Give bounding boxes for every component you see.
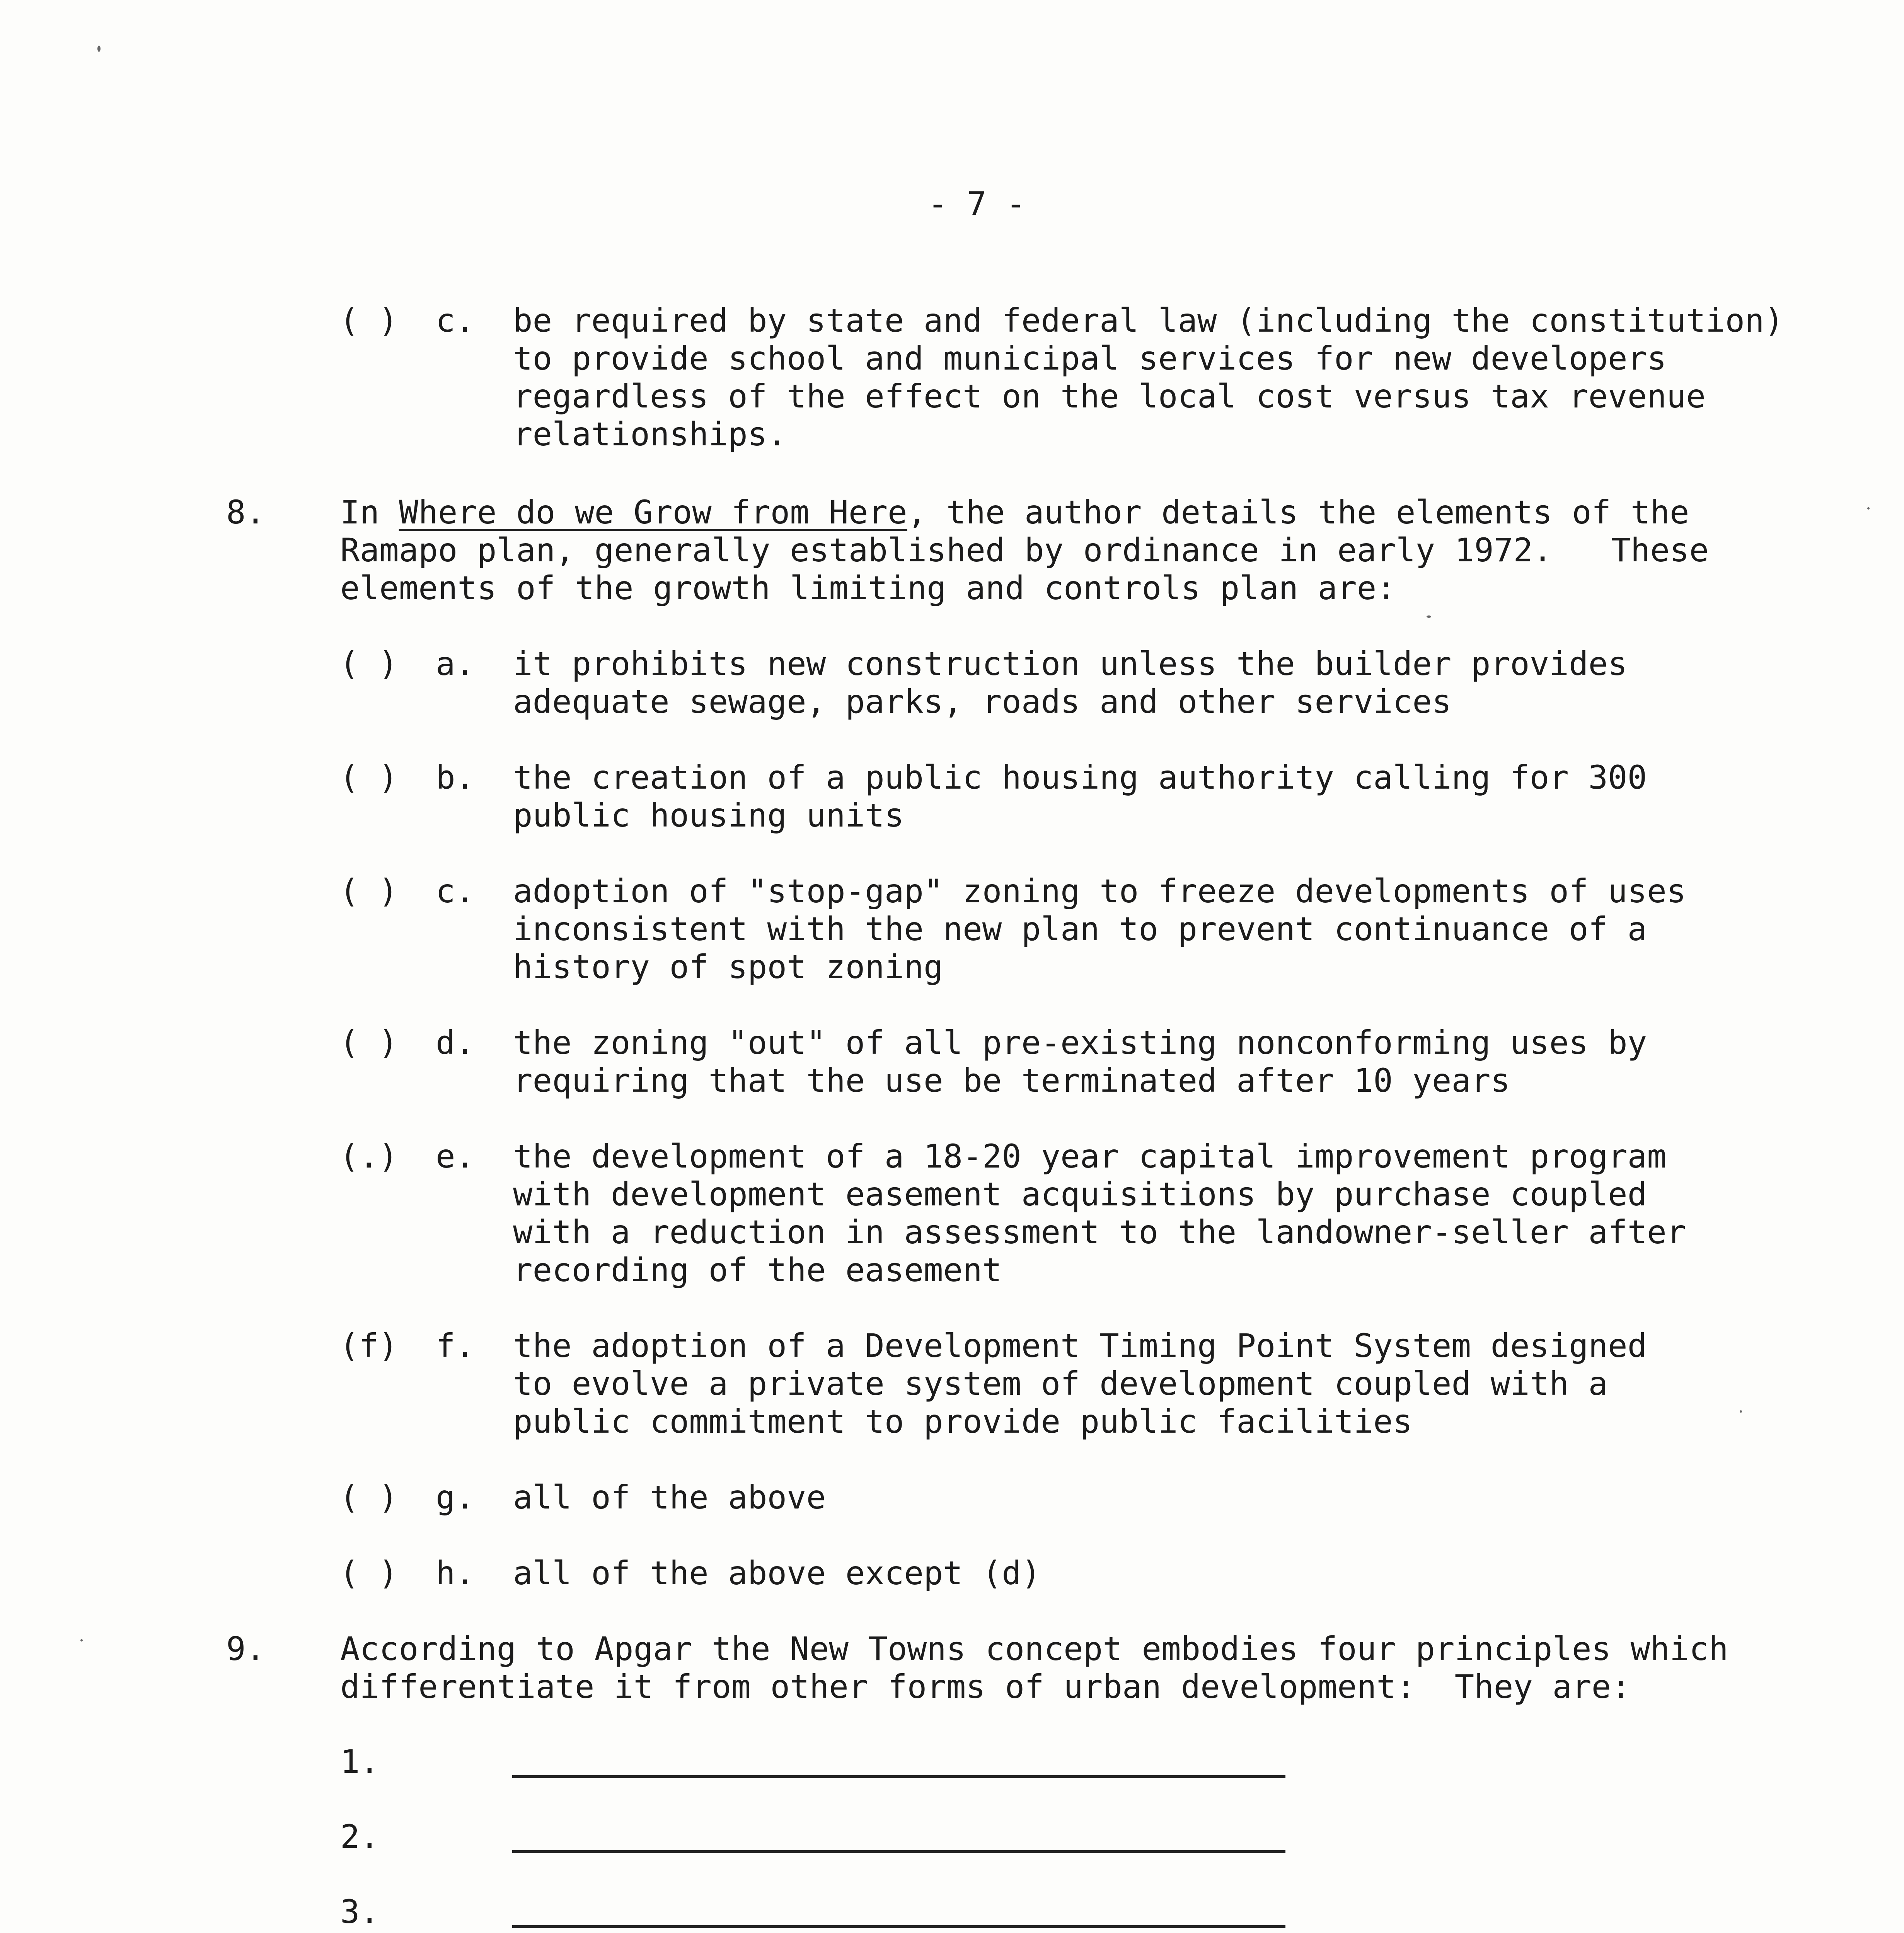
- option-text-line: be required by state and federal law (including the constitution): [513, 302, 1784, 339]
- answer-blank-line[interactable]: [512, 1775, 1285, 1778]
- scan-speck: [80, 1639, 83, 1642]
- option-text-line: adequate sewage, parks, roads and other services: [513, 683, 1452, 721]
- scan-speck: [1427, 615, 1431, 618]
- option-text-line: to evolve a private system of development coupled with a: [513, 1365, 1608, 1403]
- option-text-line: public commitment to provide public facilities: [513, 1403, 1413, 1440]
- question-text-line: differentiate it from other forms of urban development: They are:: [340, 1668, 1631, 1706]
- answer-mark: ( ): [339, 1024, 398, 1062]
- answer-mark: ( ): [339, 1478, 398, 1516]
- option-text-line: with development easement acquisitions by purchase coupled: [513, 1175, 1647, 1213]
- question-number: 8.: [226, 493, 266, 531]
- option-text-line: relationships.: [513, 415, 787, 453]
- option-text-line: it prohibits new construction unless the builder provides: [513, 645, 1628, 683]
- scan-speck: [1867, 507, 1870, 510]
- answer-mark: ( ): [339, 872, 398, 910]
- option-text-line: regardless of the effect on the local cost versus tax revenue: [513, 377, 1706, 415]
- option-text-line: to provide school and municipal services for new developers: [513, 339, 1667, 377]
- option-letter: f.: [436, 1327, 475, 1365]
- answer-mark: ( ): [339, 302, 398, 339]
- option-text-line: the adoption of a Development Timing Point System designed: [513, 1327, 1647, 1365]
- option-letter: b.: [436, 759, 475, 796]
- page-number: - 7 -: [928, 185, 1026, 223]
- option-text-line: recording of the easement: [513, 1251, 1002, 1289]
- option-letter: c.: [436, 302, 475, 339]
- answer-mark: ( ): [339, 645, 398, 683]
- answer-blank-line[interactable]: [512, 1925, 1285, 1928]
- option-letter: a.: [436, 645, 475, 683]
- option-text-line: the creation of a public housing authority calling for 300: [513, 759, 1647, 796]
- option-text-line: all of the above: [513, 1478, 826, 1516]
- answer-mark: (f): [339, 1327, 398, 1365]
- question-text-line: Ramapo plan, generally established by ordinance in early 1972. These: [340, 531, 1709, 569]
- option-text-line: the development of a 18-20 year capital improvement program: [513, 1137, 1667, 1175]
- question-text-line: According to Apgar the New Towns concept embodies four principles which: [340, 1630, 1728, 1668]
- blank-number: 1.: [340, 1743, 380, 1781]
- option-text-line: requiring that the use be terminated after 10 years: [513, 1062, 1510, 1099]
- blank-number: 2.: [340, 1818, 380, 1856]
- scan-speck: [1740, 1410, 1742, 1413]
- question-text-line: [340, 493, 1689, 531]
- question-text-line: elements of the growth limiting and controls plan are:: [340, 569, 1396, 607]
- option-letter: c.: [436, 872, 475, 910]
- option-text-line: adoption of "stop-gap" zoning to freeze developments of uses: [513, 872, 1686, 910]
- blank-number: 3.: [340, 1893, 380, 1931]
- question-number: 9.: [226, 1630, 266, 1668]
- answer-mark: ( ): [339, 1554, 398, 1592]
- option-letter: g.: [436, 1478, 475, 1516]
- option-text-line: all of the above except (d): [513, 1554, 1041, 1592]
- option-letter: h.: [436, 1554, 475, 1592]
- option-text-line: history of spot zoning: [513, 948, 943, 986]
- question-text-prefix: In: [340, 493, 399, 531]
- answer-mark: ( ): [339, 759, 398, 796]
- option-letter: d.: [436, 1024, 475, 1062]
- option-text-line: with a reduction in assessment to the landowner-seller after: [513, 1213, 1686, 1251]
- option-text-line: the zoning "out" of all pre-existing nonconforming uses by: [513, 1024, 1647, 1062]
- option-letter: e.: [436, 1137, 475, 1175]
- book-title: Where do we Grow from Here: [399, 493, 907, 531]
- question-text-rest: , the author details the elements of the: [907, 493, 1689, 531]
- answer-blank-line[interactable]: [512, 1850, 1285, 1853]
- option-text-line: inconsistent with the new plan to prevent continuance of a: [513, 910, 1647, 948]
- scan-speck: [97, 46, 101, 52]
- answer-mark: (.): [339, 1137, 398, 1175]
- option-text-line: public housing units: [513, 796, 904, 834]
